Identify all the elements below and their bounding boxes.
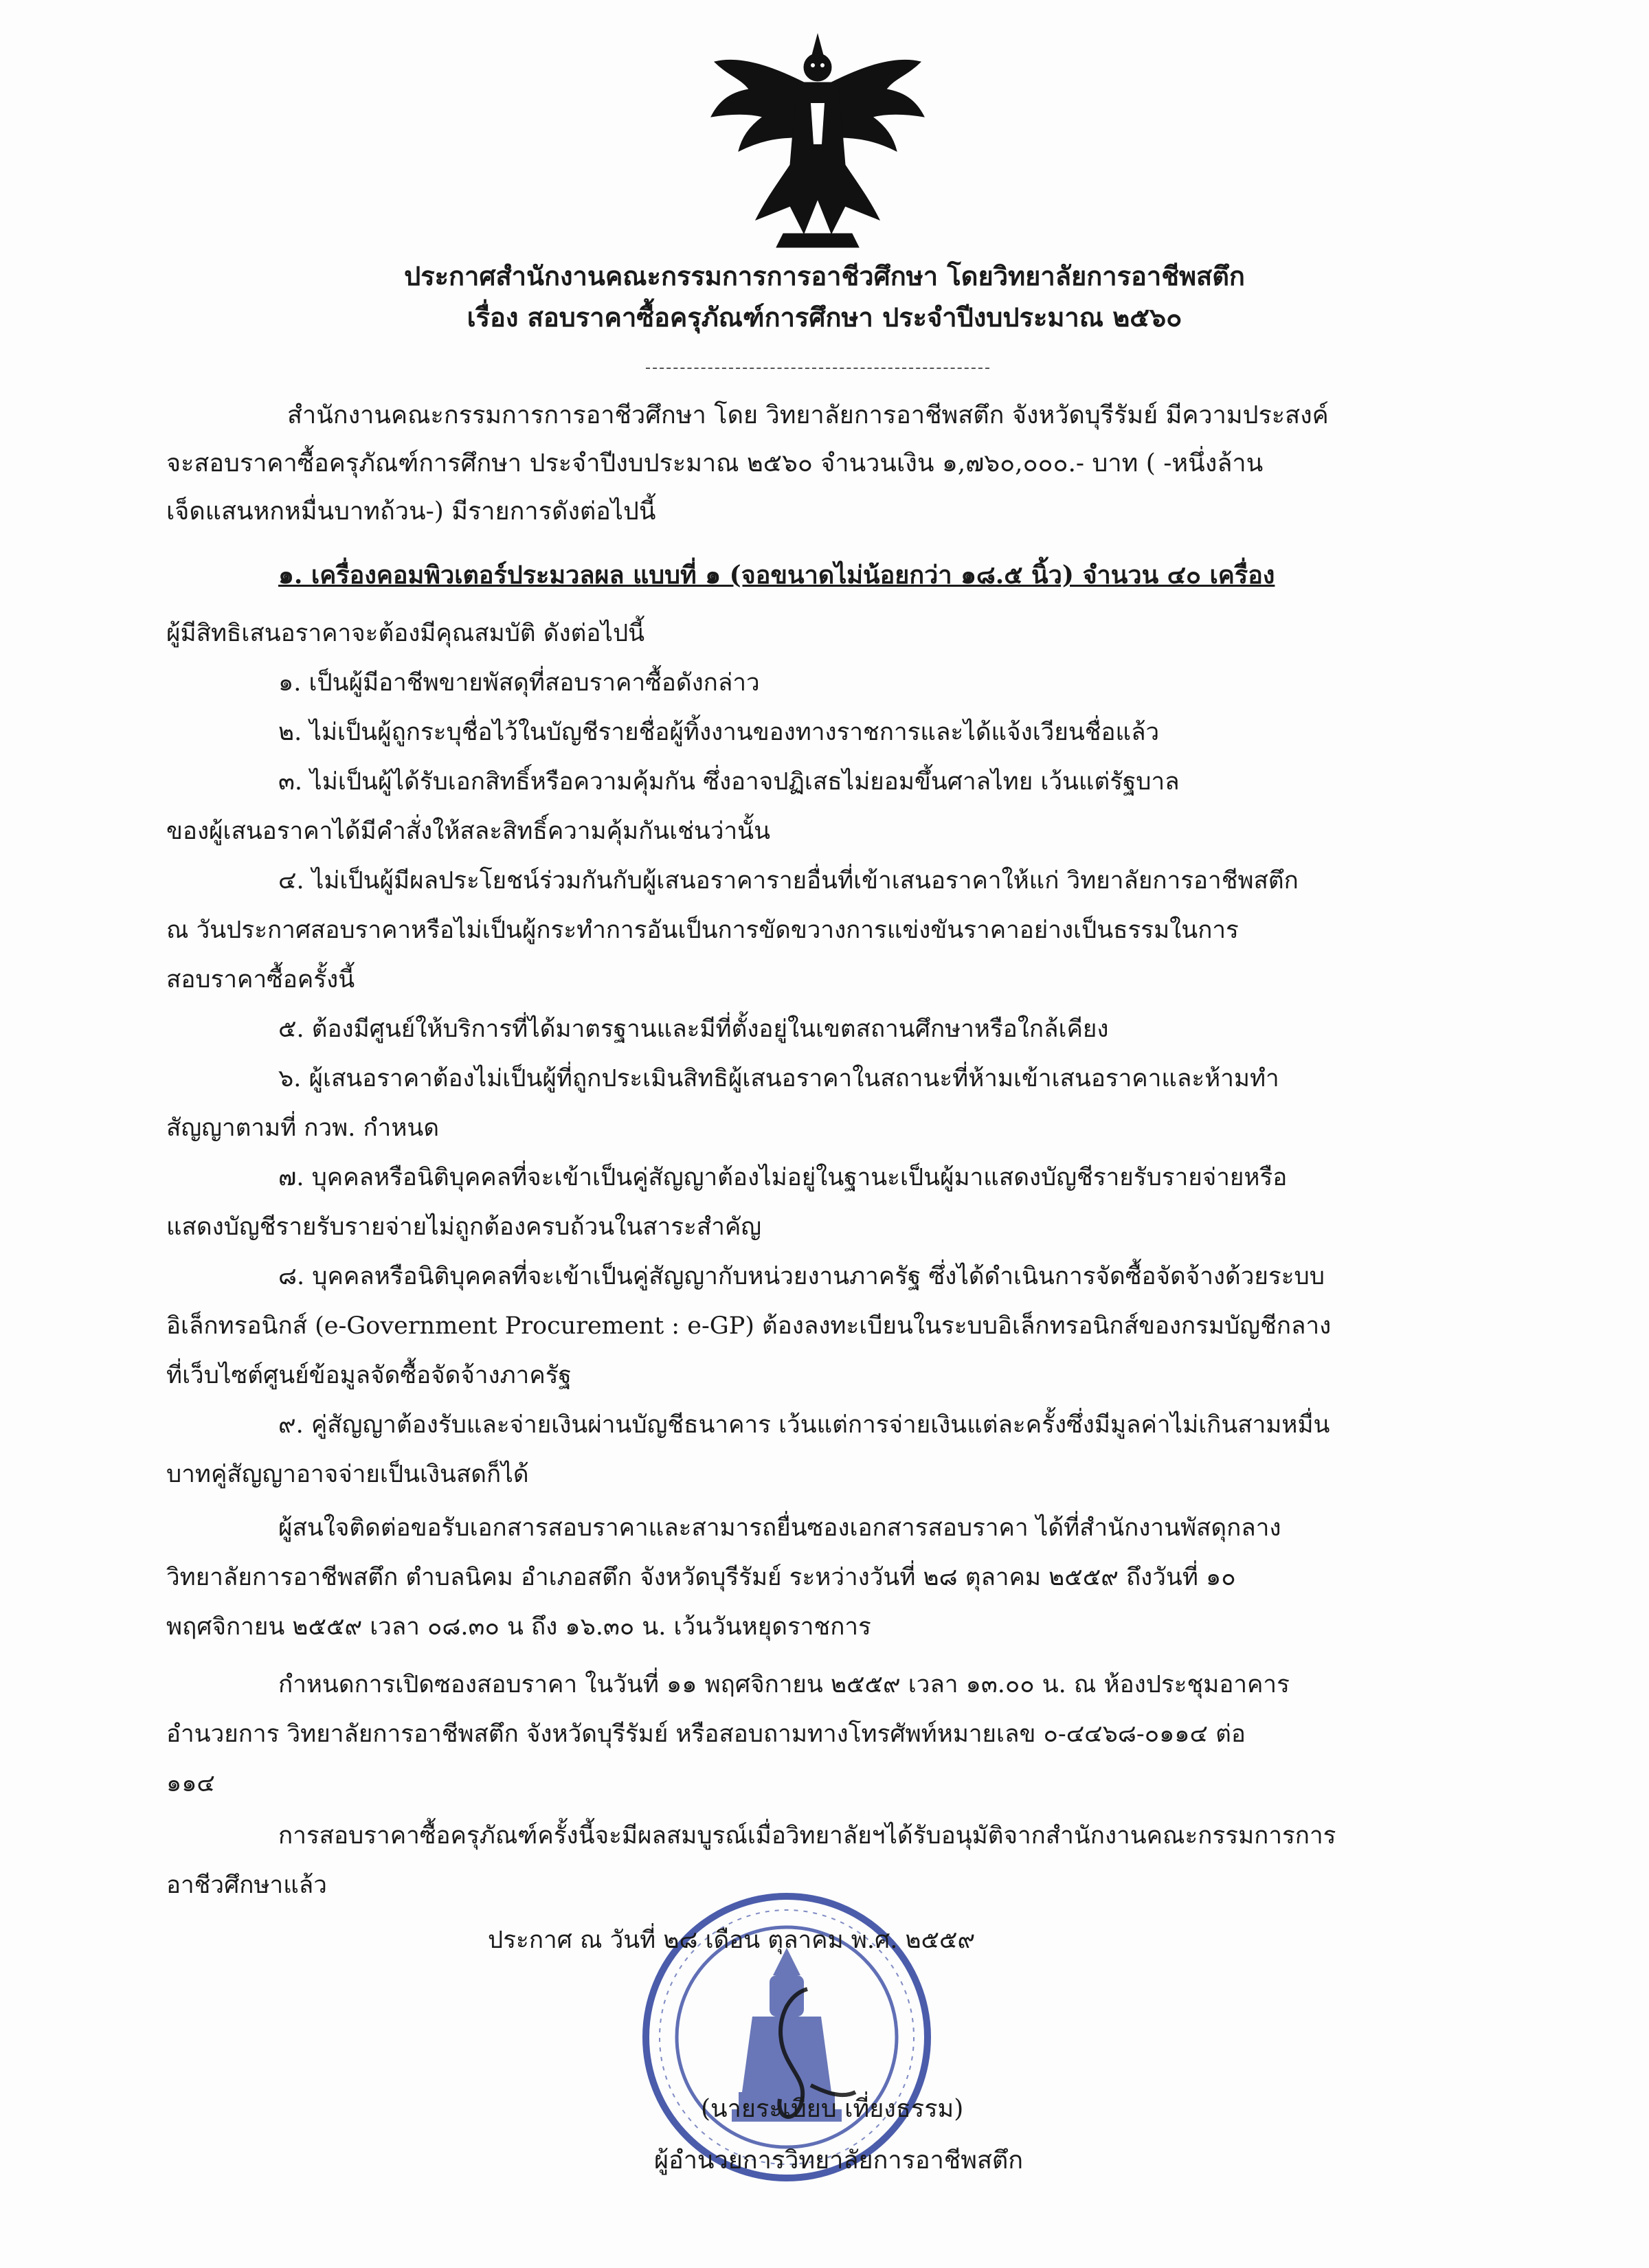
contact-line-3: พฤศจิกายน ๒๕๕๙ เวลา ๐๘.๓๐ น ถึง ๑๖.๓๐ น. เว้นวันหยุดราชการ — [166, 1613, 871, 1641]
qualification-7-cont: แสดงบัญชีรายรับรายจ่ายไม่ถูกต้องครบถ้วนในสาระสำคัญ — [166, 1213, 762, 1241]
header-title: ประกาศสำนักงานคณะกรรมการการอาชีวศึกษา โดยวิทยาลัยการอาชีพสตึก — [404, 260, 1245, 291]
intro-line-1: สำนักงานคณะกรรมการการอาชีวศึกษา โดย วิทยาลัยการอาชีพสตึก จังหวัดบุรีรัมย์ มีความประสงค์ — [287, 401, 1329, 429]
contact-line-1: ผู้สนใจติดต่อขอรับเอกสารสอบราคาและสามารถยื่นซองเอกสารสอบราคา ได้ที่สำนักงานพัสดุกลาง — [278, 1514, 1281, 1542]
qualification-4-cont-1: ณ วันประกาศสอบราคาหรือไม่เป็นผู้กระทำการอันเป็นการขัดขวางการแข่งขันราคาอย่างเป็นธรรมในการ — [166, 917, 1239, 944]
qualification-5: ๕. ต้องมีศูนย์ให้บริการที่ได้มาตรฐานและมีที่ตั้งอยู่ในเขตสถานศึกษาหรือใกล้เคียง — [278, 1015, 1109, 1043]
qualification-6-cont: สัญญาตามที่ กวพ. กำหนด — [166, 1114, 440, 1142]
garuda-emblem-icon — [701, 27, 934, 254]
announcement-header — [206, 256, 1443, 338]
qualification-8: ๘. บุคคลหรือนิติบุคคลที่จะเข้าเป็นคู่สัญญากับหน่วยงานภาครัฐ ซึ่งได้ดำเนินการจัดซื้อจัดจ้างด้วยระบบ — [278, 1263, 1325, 1290]
header-subject: เรื่อง สอบราคาซื้อครุภัณฑ์การศึกษา ประจำปีงบประมาณ ๒๕๖๐ — [467, 302, 1182, 333]
signer-name: (นายระเบียบ เที่ยงธรรม) — [701, 2095, 964, 2123]
opening-line-1: กำหนดการเปิดซองสอบราคา ในวันที่ ๑๑ พฤศจิกายน ๒๕๕๙ เวลา ๑๓.๐๐ น. ณ ห้องประชุมอาคาร — [278, 1671, 1290, 1698]
qualification-9-cont: บาทคู่สัญญาอาจจ่ายเป็นเงินสดก็ได้ — [166, 1461, 529, 1488]
contact-line-2: วิทยาลัยการอาชีพสตึก ตำบลนิคม อำเภอสตึก จังหวัดบุรีรัมย์ ระหว่างวันที่ ๒๘ ตุลาคม ๒๕๕๙ ถึงวันที่ ๑๐ — [166, 1564, 1236, 1591]
qualification-3: ๓. ไม่เป็นผู้ได้รับเอกสิทธิ์หรือความคุ้มกัน ซึ่งอาจปฏิเสธไม่ยอมขึ้นศาลไทย เว้นแต่รัฐบาล — [278, 768, 1180, 796]
intro-line-3: เจ็ดแสนหกหมื่นบาทถ้วน-) มีรายการดังต่อไปนี้ — [166, 497, 656, 526]
qualification-4-cont-2: สอบราคาซื้อครั้งนี้ — [166, 966, 355, 993]
qualification-3-cont: ของผู้เสนอราคาได้มีคำสั่งให้สละสิทธิ์ความคุ้มกันเช่นว่านั้น — [166, 818, 771, 845]
qualification-4: ๔. ไม่เป็นผู้มีผลประโยชน์ร่วมกันกับผู้เสนอราคารายอื่นที่เข้าเสนอราคาให้แก่ วิทยาลัยการอาชีพสตึก — [278, 867, 1299, 895]
item-1-title: ๑. เครื่องคอมพิวเตอร์ประมวลผล แบบที่ ๑ (จอขนาดไม่น้อยกว่า ๑๘.๕ นิ้ว) จำนวน ๔๐ เครื่อง — [278, 561, 1275, 590]
qualification-8-cont-1: อิเล็กทรอนิกส์ (e-Government Procurement : e-GP) ต้องลงทะเบียนในระบบอิเล็กทรอนิกส์ของกรมบัญชีกลาง — [166, 1312, 1332, 1340]
header-divider — [646, 368, 989, 369]
approval-line-2: อาชีวศึกษาแล้ว — [166, 1872, 327, 1899]
signer-title: ผู้อำนวยการวิทยาลัยการอาชีพสตึก — [654, 2146, 1024, 2175]
qualification-9: ๙. คู่สัญญาต้องรับและจ่ายเงินผ่านบัญชีธนาคาร เว้นแต่การจ่ายเงินแต่ละครั้งซึ่งมีมูลค่าไม่เกินสามหมื่น — [278, 1411, 1330, 1439]
opening-line-2: อำนวยการ วิทยาลัยการอาชีพสตึก จังหวัดบุรีรัมย์ หรือสอบถามทางโทรศัพท์หมายเลข ๐-๔๔๖๘-๐๑๑๔ ต่อ — [166, 1720, 1246, 1748]
announcement-date: ประกาศ ณ วันที่ ๒๘ เดือน ตุลาคม พ.ศ. ๒๕๕๙ — [488, 1927, 976, 1954]
qualification-6: ๖. ผู้เสนอราคาต้องไม่เป็นผู้ที่ถูกประเมินสิทธิผู้เสนอราคาในสถานะที่ห้ามเข้าเสนอราคาและห้ามทำ — [278, 1065, 1279, 1092]
qualification-8-cont-2: ที่เว็บไซต์ศูนย์ข้อมูลจัดซื้อจัดจ้างภาครัฐ — [166, 1362, 572, 1389]
intro-line-2: จะสอบราคาซื้อครุภัณฑ์การศึกษา ประจำปีงบประมาณ ๒๕๖๐ จำนวนเงิน ๑,๗๖๐,๐๐๐.- บาท ( -หนึ่งล้าน — [166, 449, 1264, 478]
approval-line-1: การสอบราคาซื้อครุภัณฑ์ครั้งนี้จะมีผลสมบูรณ์เมื่อวิทยาลัยฯได้รับอนุมัติจากสำนักงานคณะกรรมการการ — [278, 1822, 1336, 1850]
qualification-1: ๑. เป็นผู้มีอาชีพขายพัสดุที่สอบราคาซื้อดังกล่าว — [278, 669, 760, 697]
qualification-2: ๒. ไม่เป็นผู้ถูกระบุชื่อไว้ในบัญชีรายชื่อผู้ทิ้งงานของทางราชการและได้แจ้งเวียนชื่อแล้ว — [278, 719, 1160, 746]
qualifications-header: ผู้มีสิทธิเสนอราคาจะต้องมีคุณสมบัติ ดังต่อไปนี้ — [166, 620, 645, 647]
qualification-7: ๗. บุคคลหรือนิติบุคคลที่จะเข้าเป็นคู่สัญญาต้องไม่อยู่ในฐานะเป็นผู้มาแสดงบัญชีรายรับรายจ่ายหรือ — [278, 1164, 1288, 1191]
opening-line-3: ๑๑๔ — [166, 1770, 215, 1797]
